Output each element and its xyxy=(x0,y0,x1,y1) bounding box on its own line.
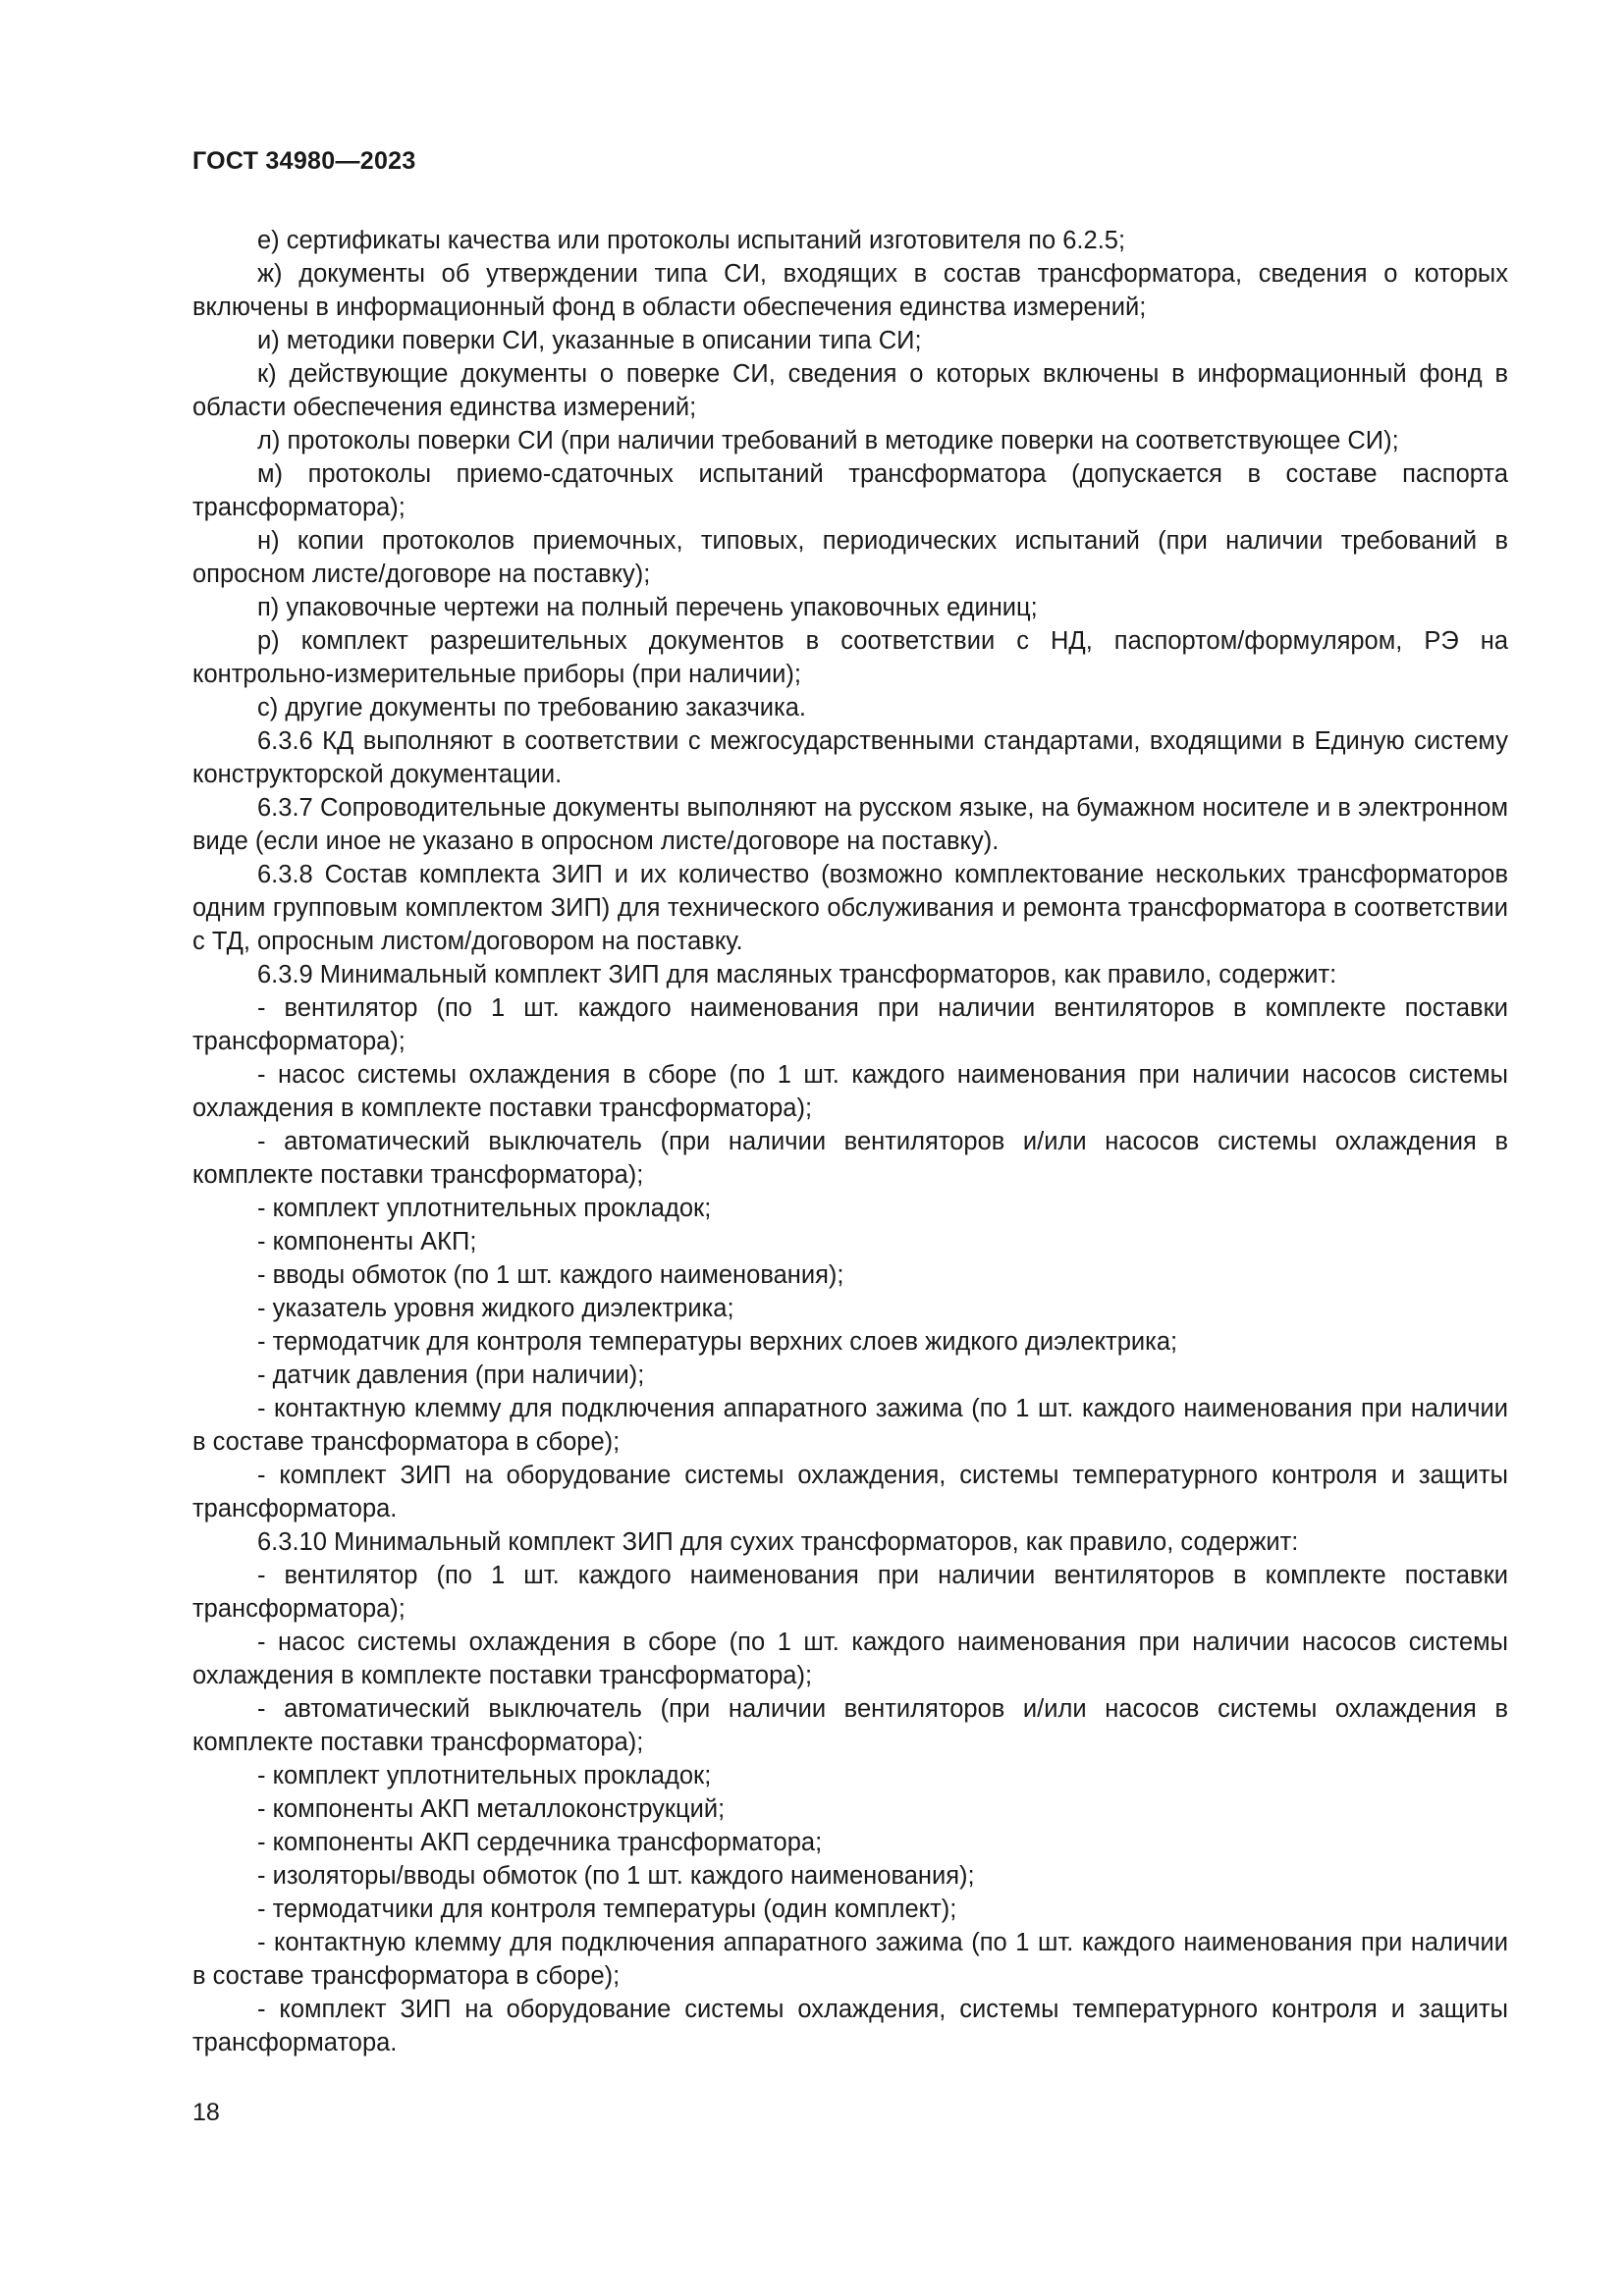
dash-item: - автоматический выключатель (при наличии вентиляторов и/или насосов системы охлаждения в комплекте поставки трансформатора); xyxy=(192,1128,1508,1189)
clause-6-3-8: 6.3.8 Состав комплекта ЗИП и их количество (возможно комплектование нескольких трансформаторов одним групповым комплектом ЗИП) для технического обслуживания и ремонта трансформатора в соответствии с ТД, опросным листом/договором на поставку. xyxy=(192,861,1508,955)
dash-item: - вентилятор (по 1 шт. каждого наименования при наличии вентиляторов в комплекте поставки трансформатора); xyxy=(192,1562,1508,1623)
list-item-m: м) протоколы приемо-сдаточных испытаний трансформатора (допускается в составе паспорта трансформатора); xyxy=(192,460,1508,521)
list-item-k: к) действующие документы о поверке СИ, сведения о которых включены в информационный фонд в области обеспечения единства измерений; xyxy=(192,360,1508,421)
dash-item: - вводы обмоток (по 1 шт. каждого наименования); xyxy=(257,1261,844,1289)
dash-item: - вентилятор (по 1 шт. каждого наименования при наличии вентиляторов в комплекте поставки трансформатора); xyxy=(192,994,1508,1055)
page-number: 18 xyxy=(192,2099,220,2126)
clause-6-3-10: 6.3.10 Минимальный комплект ЗИП для сухих трансформаторов, как правило, содержит: xyxy=(257,1528,1299,1556)
dash-item: - компоненты АКП; xyxy=(257,1228,477,1255)
list-item-n: н) копии протоколов приемочных, типовых, периодических испытаний (при наличии требований в опросном листе/договоре на поставку); xyxy=(192,527,1508,588)
dash-item: - комплект уплотнительных прокладок; xyxy=(257,1195,712,1222)
dash-item: - насос системы охлаждения в сборе (по 1 шт. каждого наименования при наличии насосов системы охлаждения в комплекте поставки трансформатора); xyxy=(192,1061,1508,1122)
dash-item: - изоляторы/вводы обмоток (по 1 шт. каждого наименования); xyxy=(257,1862,975,1890)
dash-item: - контактную клемму для подключения аппаратного зажима (по 1 шт. каждого наименования при наличии в составе трансформатора в сборе); xyxy=(192,1395,1508,1456)
document-header: ГОСТ 34980—2023 xyxy=(192,147,416,175)
clause-6-3-6: 6.3.6 КД выполняют в соответствии с межгосударственными стандартами, входящими в Единую систему конструкторской документации. xyxy=(192,727,1508,788)
document-body xyxy=(192,224,1508,2059)
clause-6-3-7: 6.3.7 Сопроводительные документы выполняют на русском языке, на бумажном носителе и в электронном виде (если иное не указано в опросном листе/договоре на поставку). xyxy=(192,794,1508,855)
dash-item: - автоматический выключатель (при наличии вентиляторов и/или насосов системы охлаждения в комплекте поставки трансформатора); xyxy=(192,1695,1508,1756)
dash-item: - компоненты АКП сердечника трансформатора; xyxy=(257,1829,823,1856)
list-item-e: е) сертификаты качества или протоколы испытаний изготовителя по 6.2.5; xyxy=(257,227,1126,254)
dash-item: - указатель уровня жидкого диэлектрика; xyxy=(257,1295,734,1322)
dash-item: - контактную клемму для подключения аппаратного зажима (по 1 шт. каждого наименования при наличии в составе трансформатора в сборе); xyxy=(192,1929,1508,1990)
dash-item: - комплект ЗИП на оборудование системы охлаждения, системы температурного контроля и защиты трансформатора. xyxy=(192,1996,1508,2056)
clause-6-3-9: 6.3.9 Минимальный комплект ЗИП для масляных трансформаторов, как правило, содержит: xyxy=(257,961,1337,988)
list-item-r: р) комплект разрешительных документов в соответствии с НД, паспортом/формуляром, РЭ на контрольно-измерительные приборы (при наличии); xyxy=(192,627,1508,688)
dash-item: - насос системы охлаждения в сборе (по 1 шт. каждого наименования при наличии насосов системы охлаждения в комплекте поставки трансформатора); xyxy=(192,1629,1508,1689)
dash-item: - комплект уплотнительных прокладок; xyxy=(257,1762,712,1789)
list-item-s: с) другие документы по требованию заказчика. xyxy=(257,694,806,721)
dash-item: - комплект ЗИП на оборудование системы охлаждения, системы температурного контроля и защиты трансформатора. xyxy=(192,1462,1508,1522)
list-item-p: п) упаковочные чертежи на полный перечень упаковочных единиц; xyxy=(257,594,1038,621)
dash-item: - термодатчик для контроля температуры верхних слоев жидкого диэлектрика; xyxy=(257,1328,1178,1356)
list-item-i: и) методики поверки СИ, указанные в описании типа СИ; xyxy=(257,327,922,354)
list-item-zh: ж) документы об утверждении типа СИ, входящих в состав трансформатора, сведения о которых включены в информационный фонд в области обеспечения единства измерений; xyxy=(192,260,1508,321)
dash-item: - термодатчики для контроля температуры (один комплект); xyxy=(257,1896,957,1923)
dash-item: - компоненты АКП металлоконструкций; xyxy=(257,1795,726,1823)
dash-item: - датчик давления (при наличии); xyxy=(257,1362,645,1389)
list-item-l: л) протоколы поверки СИ (при наличии требований в методике поверки на соответствующее СИ); xyxy=(257,427,1399,454)
